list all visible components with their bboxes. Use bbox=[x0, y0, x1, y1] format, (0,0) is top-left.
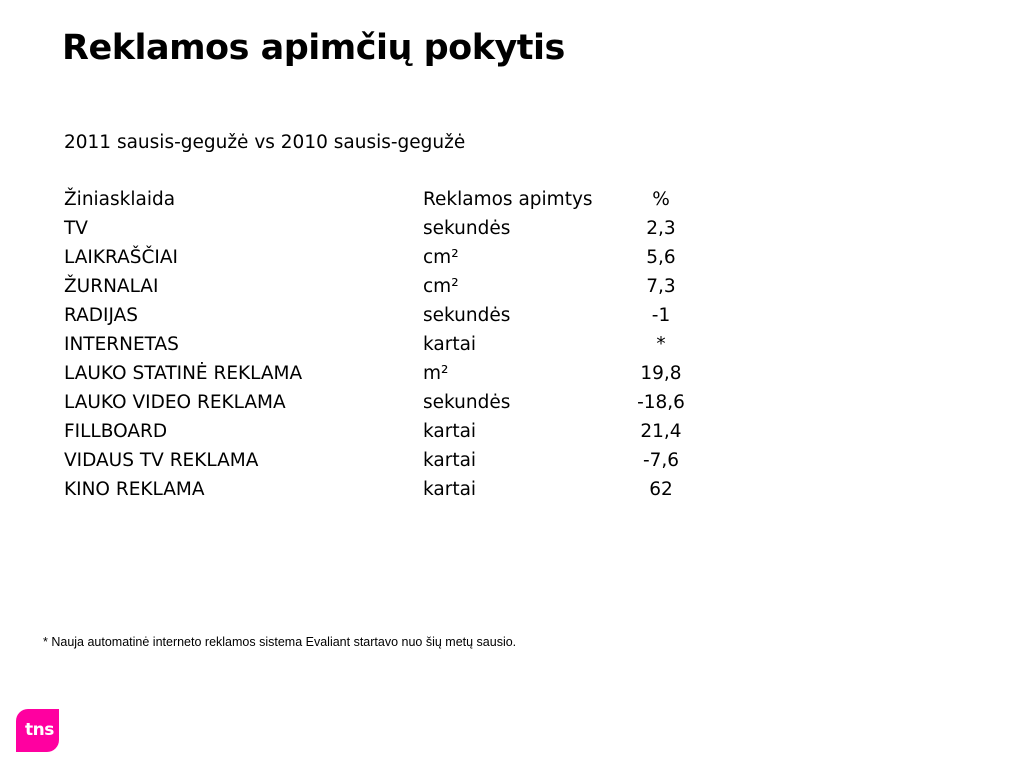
unit-cell: kartai bbox=[423, 450, 477, 471]
unit-cell: m² bbox=[423, 363, 449, 384]
media-cell: KINO REKLAMA bbox=[64, 479, 205, 500]
period-subtitle: 2011 sausis-gegužė vs 2010 sausis-gegužė bbox=[64, 132, 466, 153]
percent-cell: -1 bbox=[651, 305, 671, 326]
table-row bbox=[64, 417, 725, 446]
media-cell: FILLBOARD bbox=[64, 421, 168, 442]
table-row bbox=[64, 330, 725, 359]
unit-cell: sekundės bbox=[423, 305, 511, 326]
table-row bbox=[64, 214, 725, 243]
table-row bbox=[64, 388, 725, 417]
tns-logo bbox=[16, 709, 59, 752]
unit-cell: sekundės bbox=[423, 218, 511, 239]
media-volume-table bbox=[64, 185, 725, 504]
unit-cell: kartai bbox=[423, 421, 477, 442]
table-row bbox=[64, 272, 725, 301]
logo-text: tns bbox=[25, 720, 54, 740]
unit-cell: cm² bbox=[423, 276, 459, 297]
percent-cell: 2,3 bbox=[646, 218, 676, 239]
percent-cell: 62 bbox=[649, 479, 673, 500]
table-header-row bbox=[64, 185, 725, 214]
percent-cell: * bbox=[656, 334, 666, 355]
header-percent: % bbox=[652, 189, 670, 210]
media-cell: VIDAUS TV REKLAMA bbox=[64, 450, 259, 471]
media-cell: RADIJAS bbox=[64, 305, 138, 326]
table-row bbox=[64, 301, 725, 330]
percent-cell: 21,4 bbox=[640, 421, 682, 442]
unit-cell: kartai bbox=[423, 334, 477, 355]
header-unit: Reklamos apimtys bbox=[423, 189, 593, 210]
table-row bbox=[64, 243, 725, 272]
percent-cell: 7,3 bbox=[646, 276, 676, 297]
percent-cell: -18,6 bbox=[637, 392, 685, 413]
page-title: Reklamos apimčių pokytis bbox=[62, 28, 565, 68]
media-cell: LAUKO VIDEO REKLAMA bbox=[64, 392, 286, 413]
media-cell: TV bbox=[64, 218, 88, 239]
percent-cell: 19,8 bbox=[640, 363, 682, 384]
table-row bbox=[64, 475, 725, 504]
table-row bbox=[64, 359, 725, 388]
media-cell: LAIKRAŠČIAI bbox=[64, 247, 178, 268]
table-row bbox=[64, 446, 725, 475]
percent-cell: -7,6 bbox=[642, 450, 680, 471]
unit-cell: kartai bbox=[423, 479, 477, 500]
unit-cell: cm² bbox=[423, 247, 459, 268]
footnote: * Nauja automatinė interneto reklamos sistema Evaliant startavo nuo šių metų sausio. bbox=[43, 635, 517, 649]
percent-cell: 5,6 bbox=[646, 247, 676, 268]
unit-cell: sekundės bbox=[423, 392, 511, 413]
media-cell: LAUKO STATINĖ REKLAMA bbox=[64, 363, 303, 384]
header-media: Žiniasklaida bbox=[64, 189, 176, 210]
media-cell: INTERNETAS bbox=[64, 334, 179, 355]
media-cell: ŽURNALAI bbox=[64, 276, 159, 297]
